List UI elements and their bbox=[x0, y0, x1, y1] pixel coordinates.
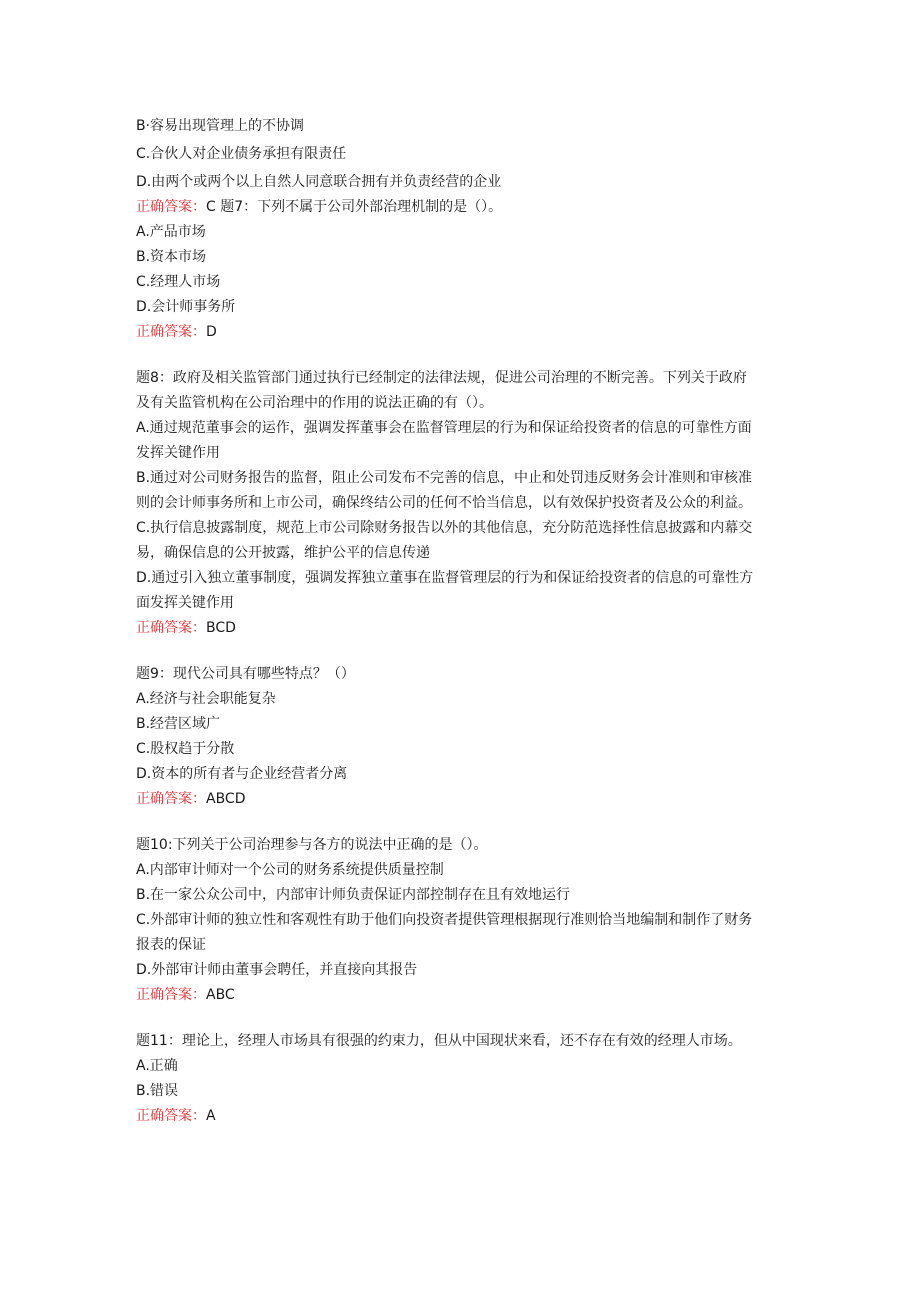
q7-answer-label: 正确答案： bbox=[136, 324, 206, 340]
q6-option-d: D.由两个或两个以上自然人同意联合拥有并负责经营的企业 bbox=[136, 174, 502, 190]
q8-option-d-line-2: 面发挥关键作用 bbox=[136, 595, 234, 611]
q11-answer bbox=[136, 1104, 796, 1129]
q10-option-c-line-1: C.外部审计师的独立性和客观性有助于他们向投资者提供管理根据现行准则恰当地编制和制作了财务 bbox=[136, 912, 753, 928]
q11-answer-value: A bbox=[206, 1108, 216, 1124]
q8-title-line-1: 题8：政府及相关监管部门通过执行已经制定的法律法规，促进公司治理的不断完善。下列关于政府 bbox=[136, 370, 747, 386]
q10-answer-value: ABC bbox=[206, 987, 235, 1003]
q10-title: 题10:下列关于公司治理参与各方的说法中正确的是（）。 bbox=[136, 837, 488, 853]
q8-title-line-2: 及有关监管机构在公司治理中的作用的说法正确的有（）。 bbox=[136, 395, 493, 411]
q9-option-a: A.经济与社会职能复杂 bbox=[136, 691, 276, 707]
q7-answer bbox=[136, 320, 796, 345]
q9-option-c: C.股权趋于分散 bbox=[136, 741, 235, 757]
q6-option-c: C.合伙人对企业债务承担有限责任 bbox=[136, 146, 347, 162]
q10-option-b: B.在一家公众公司中，内部审计师负责保证内部控制存在且有效地运行 bbox=[136, 887, 571, 903]
q9-option-d: D.资本的所有者与企业经营者分离 bbox=[136, 766, 348, 782]
q7-option-a: A.产品市场 bbox=[136, 224, 206, 240]
q9-option-b: B.经营区域广 bbox=[136, 716, 221, 732]
q10-answer-label: 正确答案： bbox=[136, 987, 206, 1003]
q9-title: 题9：现代公司具有哪些特点？（） bbox=[136, 666, 355, 682]
q8-option-a-line-1: A.通过规范董事会的运作，强调发挥董事会在监督管理层的行为和保证给投资者的信息的可靠性方面 bbox=[136, 420, 752, 436]
q8-option-c-line-2: 易，确保信息的公开披露，维护公平的信息传递 bbox=[136, 545, 430, 561]
q11-answer-label: 正确答案： bbox=[136, 1108, 206, 1124]
q9-answer bbox=[136, 787, 796, 812]
q7-option-d: D.会计师事务所 bbox=[136, 299, 236, 315]
q7-answer-value: D bbox=[206, 324, 217, 340]
q8-option-c-line-1: C.执行信息披露制度，规范上市公司除财务报告以外的其他信息，充分防范选择性信息披露和内幕交 bbox=[136, 520, 753, 536]
q6-option-b: B·容易出现管理上的不协调 bbox=[136, 118, 305, 134]
q10-option-c-line-2: 报表的保证 bbox=[136, 937, 206, 953]
q7-option-c: C.经理人市场 bbox=[136, 274, 221, 290]
q8-option-d-line-1: D.通过引入独立董事制度，强调发挥独立董事在监督管理层的行为和保证给投资者的信息的可靠性方 bbox=[136, 570, 754, 586]
q11-option-b: B.错误 bbox=[136, 1083, 179, 1099]
q7-option-b: B.资本市场 bbox=[136, 249, 207, 265]
q8-option-a-line-2: 发挥关键作用 bbox=[136, 445, 220, 461]
q9-answer-label: 正确答案： bbox=[136, 791, 206, 807]
q8-answer-value: BCD bbox=[206, 620, 236, 636]
q8-option-b-line-2: 则的会计师事务所和上市公司，确保终结公司的任何不恰当信息，以有效保护投资者及公众的利益。 bbox=[136, 495, 752, 511]
q10-option-d: D.外部审计师由董事会聘任，并直接向其报告 bbox=[136, 962, 418, 978]
q9-answer-value: ABCD bbox=[206, 791, 246, 807]
q6-answer-value: C bbox=[206, 199, 216, 215]
q10-answer bbox=[136, 983, 796, 1008]
q6-answer-and-q7-title bbox=[136, 195, 796, 220]
q8-answer-label: 正确答案： bbox=[136, 620, 206, 636]
q8-option-b-line-1: B.通过对公司财务报告的监督，阻止公司发布不完善的信息，中止和处罚违反财务会计准则和审核准 bbox=[136, 470, 753, 486]
q6-answer-label: 正确答案： bbox=[136, 199, 206, 215]
exam-document bbox=[136, 114, 796, 1129]
q8-answer bbox=[136, 616, 796, 641]
q7-title: 题7：下列不属于公司外部治理机制的是（）。 bbox=[220, 199, 503, 215]
q11-option-a: A.正确 bbox=[136, 1058, 178, 1074]
q11-title: 题11：理论上，经理人市场具有很强的约束力，但从中国现状来看，还不存在有效的经理人市场。 bbox=[136, 1033, 742, 1049]
q10-option-a: A.内部审计师对一个公司的财务系统提供质量控制 bbox=[136, 862, 444, 878]
